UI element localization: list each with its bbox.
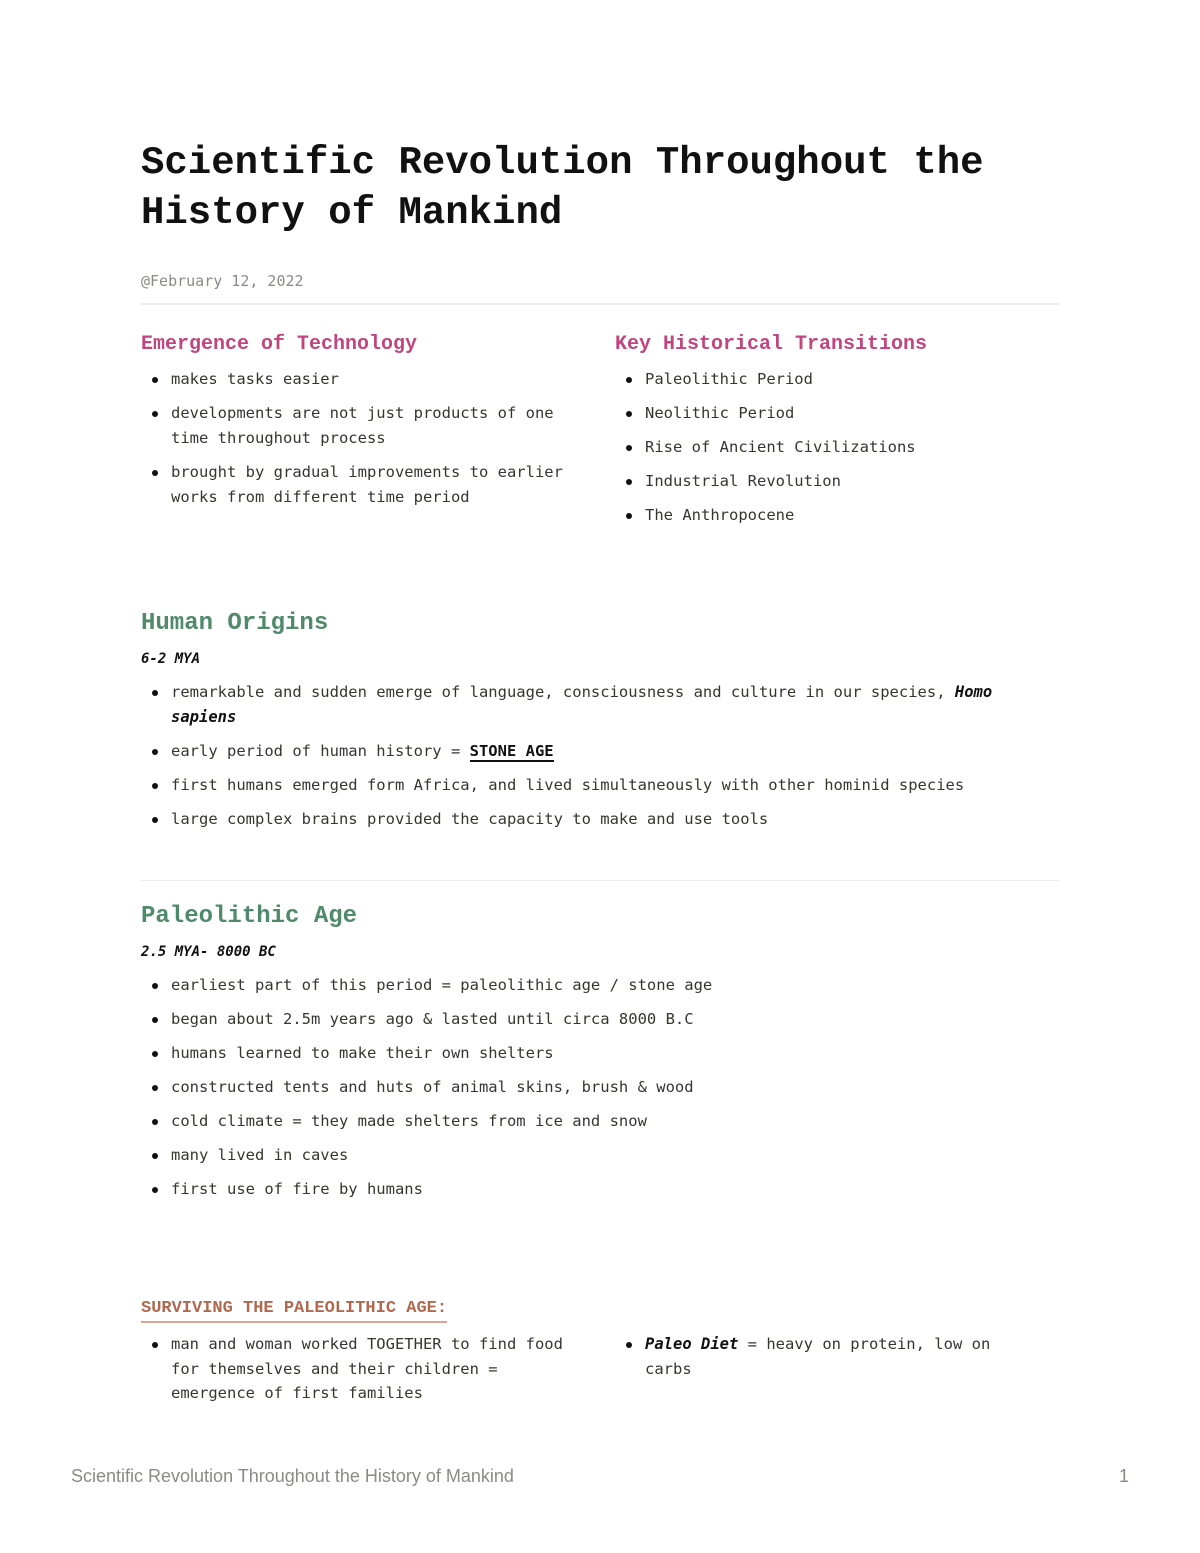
list-item: Paleo Diet = heavy on protein, low on carbs xyxy=(615,1332,1035,1381)
list-item: Paleolithic Period xyxy=(615,367,1055,392)
list-item: early period of human history = STONE AGE xyxy=(141,739,1059,764)
list-item: many lived in caves xyxy=(141,1143,1059,1168)
species-name: Homo sapiens xyxy=(171,683,993,726)
section-divider xyxy=(141,880,1059,881)
list-item: makes tasks easier xyxy=(141,367,581,392)
date-property: @February 12, 2022 xyxy=(141,272,304,290)
emergence-heading: Emergence of Technology xyxy=(141,333,418,356)
list-item: humans learned to make their own shelters xyxy=(141,1041,1059,1066)
human-origins-subheading: 6-2 MYA xyxy=(141,651,201,667)
list-item: remarkable and sudden emerge of language, consciousness and culture in our species, Homo sapiens xyxy=(141,680,1059,730)
paleo-diet-term: Paleo Diet xyxy=(645,1335,739,1353)
paleolithic-list xyxy=(141,973,1059,1202)
transitions-heading: Key Historical Transitions xyxy=(615,333,928,356)
list-item: brought by gradual improvements to earlier works from different time period xyxy=(141,460,581,510)
list-item: Rise of Ancient Civilizations xyxy=(615,435,1055,460)
title-divider xyxy=(141,303,1059,305)
stone-age-emphasis: STONE AGE xyxy=(469,742,554,760)
list-item: developments are not just products of one time throughout process xyxy=(141,401,581,451)
list-item: Neolithic Period xyxy=(615,401,1055,426)
surviving-right-column xyxy=(615,1332,1035,1390)
human-origins-section xyxy=(141,609,1059,841)
list-item: cold climate = they made shelters from ice and snow xyxy=(141,1109,1059,1134)
list-item: The Anthropocene xyxy=(615,503,1055,528)
page-number: 1 xyxy=(1118,1466,1129,1486)
paleolithic-heading: Paleolithic Age xyxy=(141,903,358,930)
list-item: large complex brains provided the capacity to make and use tools xyxy=(141,807,1059,832)
paleolithic-section xyxy=(141,902,1059,1211)
list-item: constructed tents and huts of animal skins, brush & wood xyxy=(141,1075,1059,1100)
page-title: Scientific Revolution Throughout the History of Mankind xyxy=(141,141,984,235)
transitions-column xyxy=(615,332,1055,537)
surviving-left-list xyxy=(141,1332,581,1406)
surviving-left-column xyxy=(141,1332,581,1415)
surviving-heading: SURVIVING THE PALEOLITHIC AGE: xyxy=(141,1298,447,1323)
list-item: man and woman worked TOGETHER to find food for themselves and their children = emergence of first families xyxy=(141,1332,581,1406)
human-origins-list xyxy=(141,680,1059,832)
list-item: began about 2.5m years ago & lasted until circa 8000 B.C xyxy=(141,1007,1059,1032)
human-origins-heading: Human Origins xyxy=(141,610,329,637)
surviving-right-list xyxy=(615,1332,1035,1381)
footer-title: Scientific Revolution Throughout the History of Mankind xyxy=(71,1466,514,1486)
list-item: first humans emerged form Africa, and lived simultaneously with other hominid species xyxy=(141,773,1059,798)
transitions-list xyxy=(615,367,1055,528)
surviving-section xyxy=(141,1297,1059,1323)
paleolithic-subheading: 2.5 MYA- 8000 BC xyxy=(141,944,276,960)
list-item: earliest part of this period = paleolithic age / stone age xyxy=(141,973,1059,998)
list-item: Industrial Revolution xyxy=(615,469,1055,494)
emergence-column xyxy=(141,332,581,519)
list-item: first use of fire by humans xyxy=(141,1177,1059,1202)
emergence-list xyxy=(141,367,581,510)
